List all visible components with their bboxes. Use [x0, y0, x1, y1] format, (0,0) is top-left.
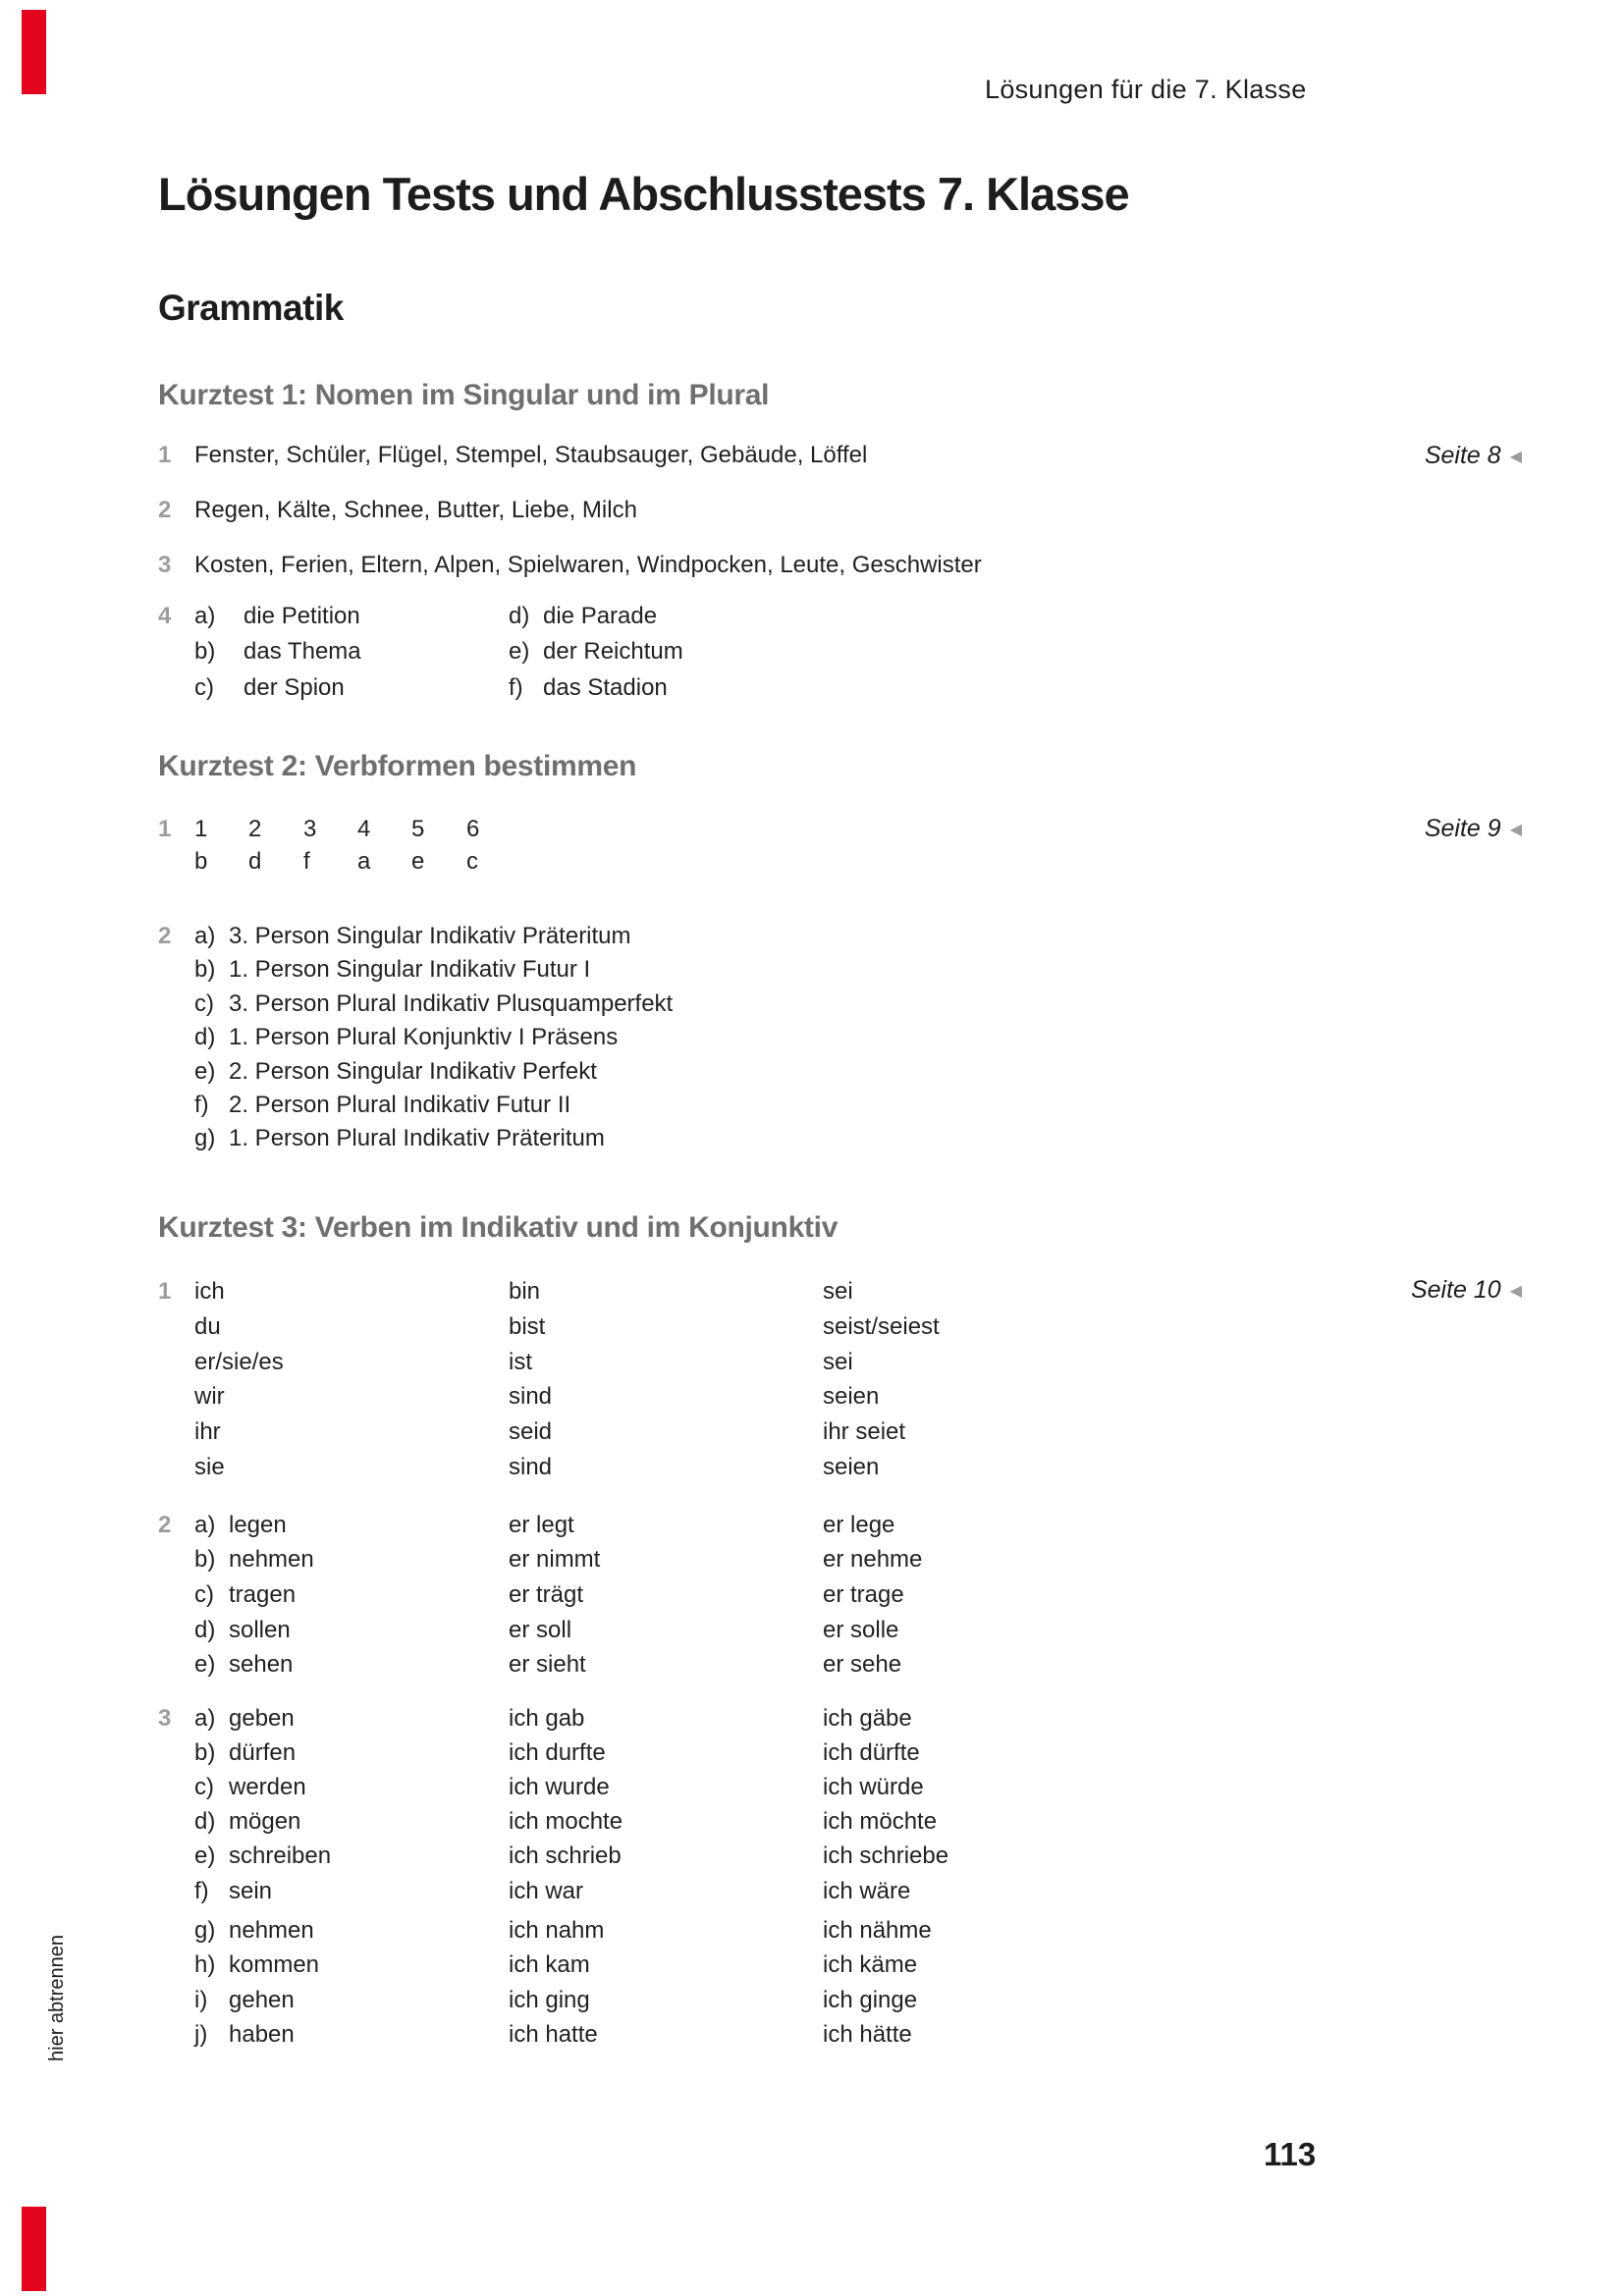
k3-item1-row [0, 1278, 1624, 1311]
answer-text: 2. Person Plural Indikativ Futur II [229, 1092, 571, 1118]
indikativ-form: ich kam [509, 1951, 590, 1978]
k2-item2-row [0, 1092, 1624, 1125]
indikativ-form: er sieht [509, 1651, 586, 1678]
answer-text: das Stadion [543, 674, 668, 701]
trim-mark-top [22, 10, 46, 94]
konjunktiv-form: ihr seiet [823, 1418, 906, 1445]
pronoun: ich [194, 1278, 225, 1305]
match-answer: a [357, 848, 371, 875]
answer-text: 3. Person Plural Indikativ Plusquamperfekt [229, 990, 674, 1017]
item-number: 1 [158, 816, 172, 842]
option-label: f) [194, 1092, 209, 1118]
page-ref-text: Seite 10 [1410, 1276, 1501, 1304]
konjunktiv-form: er lege [823, 1512, 895, 1538]
page-number: 113 [1264, 2136, 1317, 2172]
konjunktiv-form: er trage [823, 1581, 904, 1608]
item-number: 2 [158, 1512, 172, 1538]
kurztest1-heading: Kurztest 1: Nomen im Singular und im Plural [158, 379, 770, 411]
option-label: c) [194, 990, 214, 1017]
item-number: 1 [158, 1278, 172, 1305]
option-label: i) [194, 1987, 208, 2013]
infinitiv: gehen [229, 1987, 295, 2013]
indikativ-form: sind [509, 1454, 553, 1480]
answer-text: 1. Person Plural Konjunktiv I Präsens [229, 1024, 619, 1050]
indikativ-form: ich gab [509, 1705, 585, 1732]
indikativ-form: er soll [509, 1617, 572, 1643]
indikativ-form: ich nahm [509, 1917, 605, 1944]
option-label: j) [194, 2021, 208, 2048]
option-label: d) [194, 1024, 216, 1050]
indikativ-form: sind [509, 1383, 553, 1410]
item-number: 4 [158, 603, 172, 629]
page-ref-text: Seite 8 [1424, 442, 1501, 469]
option-label: b) [194, 1546, 216, 1573]
match-number: 2 [248, 816, 262, 842]
indikativ-form: bist [509, 1313, 546, 1340]
pronoun: ihr [194, 1418, 221, 1445]
pronoun: wir [194, 1383, 225, 1410]
option-label: a) [194, 603, 216, 629]
k1-item3-row [0, 552, 1624, 585]
k3-item2-row [0, 1617, 1624, 1650]
item-number: 2 [158, 497, 172, 523]
option-label: d) [194, 1617, 216, 1643]
infinitiv: tragen [229, 1581, 297, 1608]
konjunktiv-form: ich nähme [823, 1917, 932, 1944]
indikativ-form: bin [509, 1278, 541, 1305]
pronoun: du [194, 1313, 221, 1340]
item-number: 1 [158, 442, 172, 468]
k3-item3-row [0, 1917, 1624, 1950]
konjunktiv-form: seien [823, 1383, 880, 1410]
k2-item2-row [0, 923, 1624, 956]
infinitiv: sollen [229, 1617, 291, 1643]
konjunktiv-form: er nehme [823, 1546, 923, 1573]
konjunktiv-form: sei [823, 1278, 853, 1305]
indikativ-form: ich hatte [509, 2021, 598, 2048]
pronoun: er/sie/es [194, 1349, 284, 1375]
k2-item2-row [0, 1058, 1624, 1092]
answer-text: Regen, Kälte, Schnee, Butter, Liebe, Milch [194, 497, 637, 523]
indikativ-form: er nimmt [509, 1546, 601, 1573]
k3-item1-row [0, 1349, 1624, 1382]
konjunktiv-form: er solle [823, 1617, 899, 1643]
answer-text: Kosten, Ferien, Eltern, Alpen, Spielwaren, Windpocken, Leute, Geschwister [194, 552, 982, 578]
k3-item3-row [0, 1951, 1624, 1985]
option-label: g) [194, 1917, 216, 1944]
k2-item1-numbers-row [0, 816, 1624, 849]
option-label: a) [194, 1705, 216, 1732]
match-answer: d [248, 848, 262, 875]
k1-item4-row-b-e [0, 638, 1624, 671]
match-answer: f [303, 848, 310, 875]
k3-item1-row [0, 1454, 1624, 1487]
k2-item2-row [0, 990, 1624, 1024]
option-label: e) [509, 638, 530, 665]
konjunktiv-form: ich schriebe [823, 1842, 949, 1869]
infinitiv: sehen [229, 1651, 294, 1678]
item-number: 3 [158, 552, 172, 578]
match-number: 4 [357, 816, 371, 842]
match-answer: c [466, 848, 478, 875]
infinitiv: dürfen [229, 1739, 297, 1766]
option-label: h) [194, 1951, 216, 1978]
indikativ-form: ich mochte [509, 1808, 623, 1835]
answer-text: 1. Person Plural Indikativ Präteritum [229, 1125, 605, 1151]
answer-text: Fenster, Schüler, Flügel, Stempel, Staubsauger, Gebäude, Löffel [194, 442, 868, 468]
konjunktiv-form: ich würde [823, 1774, 924, 1800]
option-label: b) [194, 956, 216, 983]
k2-item1-answers-row [0, 848, 1624, 881]
infinitiv: schreiben [229, 1842, 332, 1869]
k3-item3-row [0, 1808, 1624, 1842]
konjunktiv-form: sei [823, 1349, 853, 1375]
konjunktiv-form: ich ginge [823, 1987, 918, 2013]
option-label: d) [194, 1808, 216, 1835]
running-head: Lösungen für die 7. Klasse [985, 75, 1307, 104]
match-answer: e [411, 848, 425, 875]
k2-item2-row [0, 1125, 1624, 1158]
konjunktiv-form: ich möchte [823, 1808, 938, 1835]
k3-item2-row [0, 1546, 1624, 1579]
infinitiv: legen [229, 1512, 287, 1538]
konjunktiv-form: er sehe [823, 1651, 902, 1678]
match-number: 3 [303, 816, 317, 842]
k3-item3-row [0, 1842, 1624, 1876]
k3-item3-row [0, 1739, 1624, 1773]
item-number: 3 [158, 1705, 172, 1732]
konjunktiv-form: ich käme [823, 1951, 918, 1978]
infinitiv: kommen [229, 1951, 320, 1978]
option-label: e) [194, 1058, 216, 1085]
konjunktiv-form: ich hätte [823, 2021, 912, 2048]
k3-item3-row [0, 2021, 1624, 2055]
option-label: e) [194, 1651, 216, 1678]
answer-text: der Reichtum [543, 638, 683, 665]
k2-item2-row [0, 1024, 1624, 1057]
indikativ-form: seid [509, 1418, 553, 1445]
k3-item1-row [0, 1313, 1624, 1347]
indikativ-form: ich ging [509, 1987, 590, 2013]
page-ref-text: Seite 9 [1424, 815, 1501, 842]
indikativ-form: er legt [509, 1512, 574, 1538]
kurztest3-heading: Kurztest 3: Verben im Indikativ und im Konjunktiv [158, 1211, 839, 1244]
infinitiv: nehmen [229, 1546, 314, 1573]
answer-text: das Thema [244, 638, 361, 665]
infinitiv: haben [229, 2021, 295, 2048]
option-label: c) [194, 1581, 214, 1608]
k3-item2-row [0, 1581, 1624, 1615]
trim-mark-bottom [22, 2207, 46, 2291]
k3-item2-row [0, 1651, 1624, 1684]
k3-item3-row [0, 1774, 1624, 1807]
k1-item2-row [0, 497, 1624, 530]
item-number: 2 [158, 923, 172, 949]
infinitiv: werden [229, 1774, 306, 1800]
indikativ-form: ist [509, 1349, 532, 1375]
section-grammatik: Grammatik [158, 288, 344, 328]
option-label: c) [194, 674, 214, 701]
k3-item3-row [0, 1705, 1624, 1738]
konjunktiv-form: seien [823, 1454, 880, 1480]
option-label: d) [509, 603, 530, 629]
konjunktiv-form: ich wäre [823, 1878, 911, 1904]
k3-item1-row [0, 1383, 1624, 1416]
option-label: b) [194, 1739, 216, 1766]
k3-item3-row [0, 1987, 1624, 2020]
cut-here-label: hier abtrennen [46, 1935, 68, 2061]
option-label: e) [194, 1842, 216, 1869]
option-label: g) [194, 1125, 216, 1151]
indikativ-form: ich durfte [509, 1739, 606, 1766]
kurztest2-heading: Kurztest 2: Verbformen bestimmen [158, 750, 637, 782]
k1-item4-row-c-f [0, 674, 1624, 708]
match-number: 6 [466, 816, 480, 842]
answer-text: 1. Person Singular Indikativ Futur I [229, 956, 591, 983]
infinitiv: nehmen [229, 1917, 314, 1944]
option-label: f) [509, 674, 523, 701]
option-label: f) [194, 1878, 209, 1904]
match-number: 1 [194, 816, 208, 842]
infinitiv: sein [229, 1878, 273, 1904]
k3-item1-row [0, 1418, 1624, 1452]
infinitiv: mögen [229, 1808, 301, 1835]
konjunktiv-form: ich dürfte [823, 1739, 920, 1766]
option-label: a) [194, 1512, 216, 1538]
k2-item2-row [0, 956, 1624, 989]
match-answer: b [194, 848, 208, 875]
k1-item4-row-a-d [0, 603, 1624, 636]
answer-text: die Petition [244, 603, 360, 629]
pronoun: sie [194, 1454, 225, 1480]
answer-text: der Spion [244, 674, 345, 701]
page-ref-arrow-icon: ◀ [1509, 1281, 1522, 1300]
option-label: a) [194, 923, 216, 949]
k3-item3-row [0, 1878, 1624, 1911]
answer-text: 3. Person Singular Indikativ Präteritum [229, 923, 631, 949]
option-label: c) [194, 1774, 214, 1800]
konjunktiv-form: ich gäbe [823, 1705, 912, 1732]
page-title: Lösungen Tests und Abschlusstests 7. Klasse [158, 168, 1129, 220]
answer-text: 2. Person Singular Indikativ Perfekt [229, 1058, 597, 1085]
match-number: 5 [411, 816, 425, 842]
indikativ-form: ich schrieb [509, 1842, 622, 1869]
page-ref-arrow-icon: ◀ [1509, 820, 1522, 838]
page-ref-arrow-icon: ◀ [1509, 447, 1522, 465]
konjunktiv-form: seist/seiest [823, 1313, 940, 1340]
k1-item1-row [0, 442, 1624, 475]
k3-item2-row [0, 1512, 1624, 1545]
answer-text: die Parade [543, 603, 658, 629]
indikativ-form: ich war [509, 1878, 584, 1904]
indikativ-form: er trägt [509, 1581, 584, 1608]
option-label: b) [194, 638, 216, 665]
indikativ-form: ich wurde [509, 1774, 610, 1800]
infinitiv: geben [229, 1705, 295, 1732]
